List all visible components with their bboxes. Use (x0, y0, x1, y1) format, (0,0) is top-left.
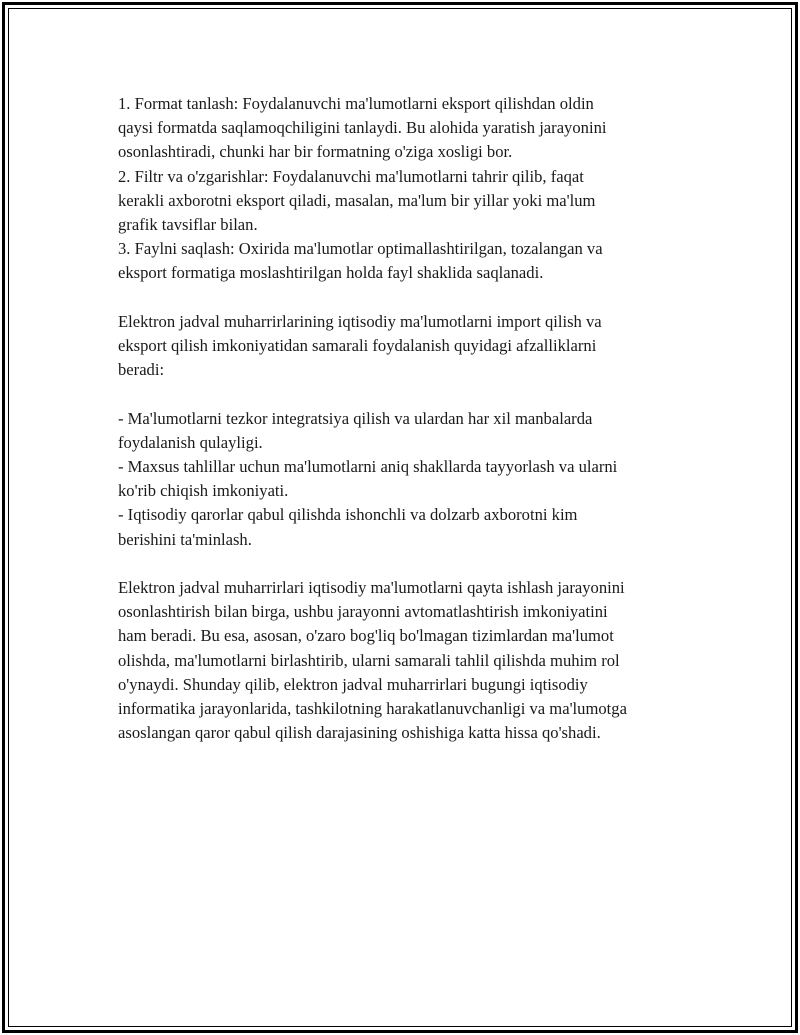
text-line: osonlashtirish bilan birga, ushbu jarayonni avtomatlashtirish imkoniyatini (118, 602, 608, 622)
text-line: osonlashtiradi, chunki har bir formatning o'ziga xosligi bor. (118, 142, 513, 162)
paragraph-conclusion (118, 576, 698, 745)
text-line: - Iqtisodiy qarorlar qabul qilishda ishonchli va dolzarb axborotni kim (118, 505, 578, 525)
text-line: o'ynaydi. Shunday qilib, elektron jadval muharrirlari bugungi iqtisodiy (118, 674, 588, 694)
text-line: ham beradi. Bu esa, asosan, o'zaro bog'liq bo'lmagan tizimlardan ma'lumot (118, 626, 614, 646)
text-line: beradi: (118, 360, 165, 380)
text-line: eksport qilish imkoniyatidan samarali foydalanish quyidagi afzalliklarni (118, 336, 597, 356)
paragraph-spacer (118, 286, 698, 310)
paragraph-spacer (118, 552, 698, 576)
text-line: foydalanish qulayligi. (118, 432, 263, 452)
text-line: kerakli axborotni eksport qiladi, masalan, ma'lum bir yillar yoki ma'lum (118, 190, 596, 210)
text-line: 1. Format tanlash: Foydalanuvchi ma'lumotlarni eksport qilishdan oldin (118, 94, 594, 113)
paragraph-advantages-list (118, 407, 698, 552)
text-line: berishini ta'minlash. (118, 529, 252, 549)
text-line: informatika jarayonlarida, tashkilotning harakatlanuvchanligi va ma'lumotga (118, 699, 627, 719)
text-line: 2. Filtr va o'zgarishlar: Foydalanuvchi ma'lumotlarni tahrir qilib, faqat (118, 166, 584, 186)
text-line: 3. Faylni saqlash: Oxirida ma'lumotlar optimallashtirilgan, tozalangan va (118, 239, 603, 259)
text-line: qaysi formatda saqlamoqchiligini tanlaydi. Bu alohida yaratish jarayonini (118, 118, 607, 138)
document-body (118, 92, 698, 745)
text-line: - Ma'lumotlarni tezkor integratsiya qilish va ulardan har xil manbalarda (118, 408, 593, 428)
text-line: asoslangan qaror qabul qilish darajasining oshishiga katta hissa qo'shadi. (118, 723, 601, 743)
text-line: grafik tavsiflar bilan. (118, 215, 258, 235)
text-line: olishda, ma'lumotlarni birlashtirib, ularni samarali tahlil qilishda muhim rol (118, 650, 620, 670)
paragraph-spacer (118, 382, 698, 406)
text-line: Elektron jadval muharrirlarining iqtisodiy ma'lumotlarni import qilish va (118, 311, 602, 331)
paragraph-export-steps (118, 92, 698, 286)
text-line: ko'rib chiqish imkoniyati. (118, 481, 289, 501)
text-line: Elektron jadval muharrirlari iqtisodiy ma'lumotlarni qayta ishlash jarayonini (118, 578, 625, 598)
paragraph-advantages-intro (118, 310, 698, 383)
text-line: eksport formatiga moslashtirilgan holda fayl shaklida saqlanadi. (118, 263, 544, 283)
text-line: - Maxsus tahlillar uchun ma'lumotlarni aniq shakllarda tayyorlash va ularni (118, 457, 618, 477)
